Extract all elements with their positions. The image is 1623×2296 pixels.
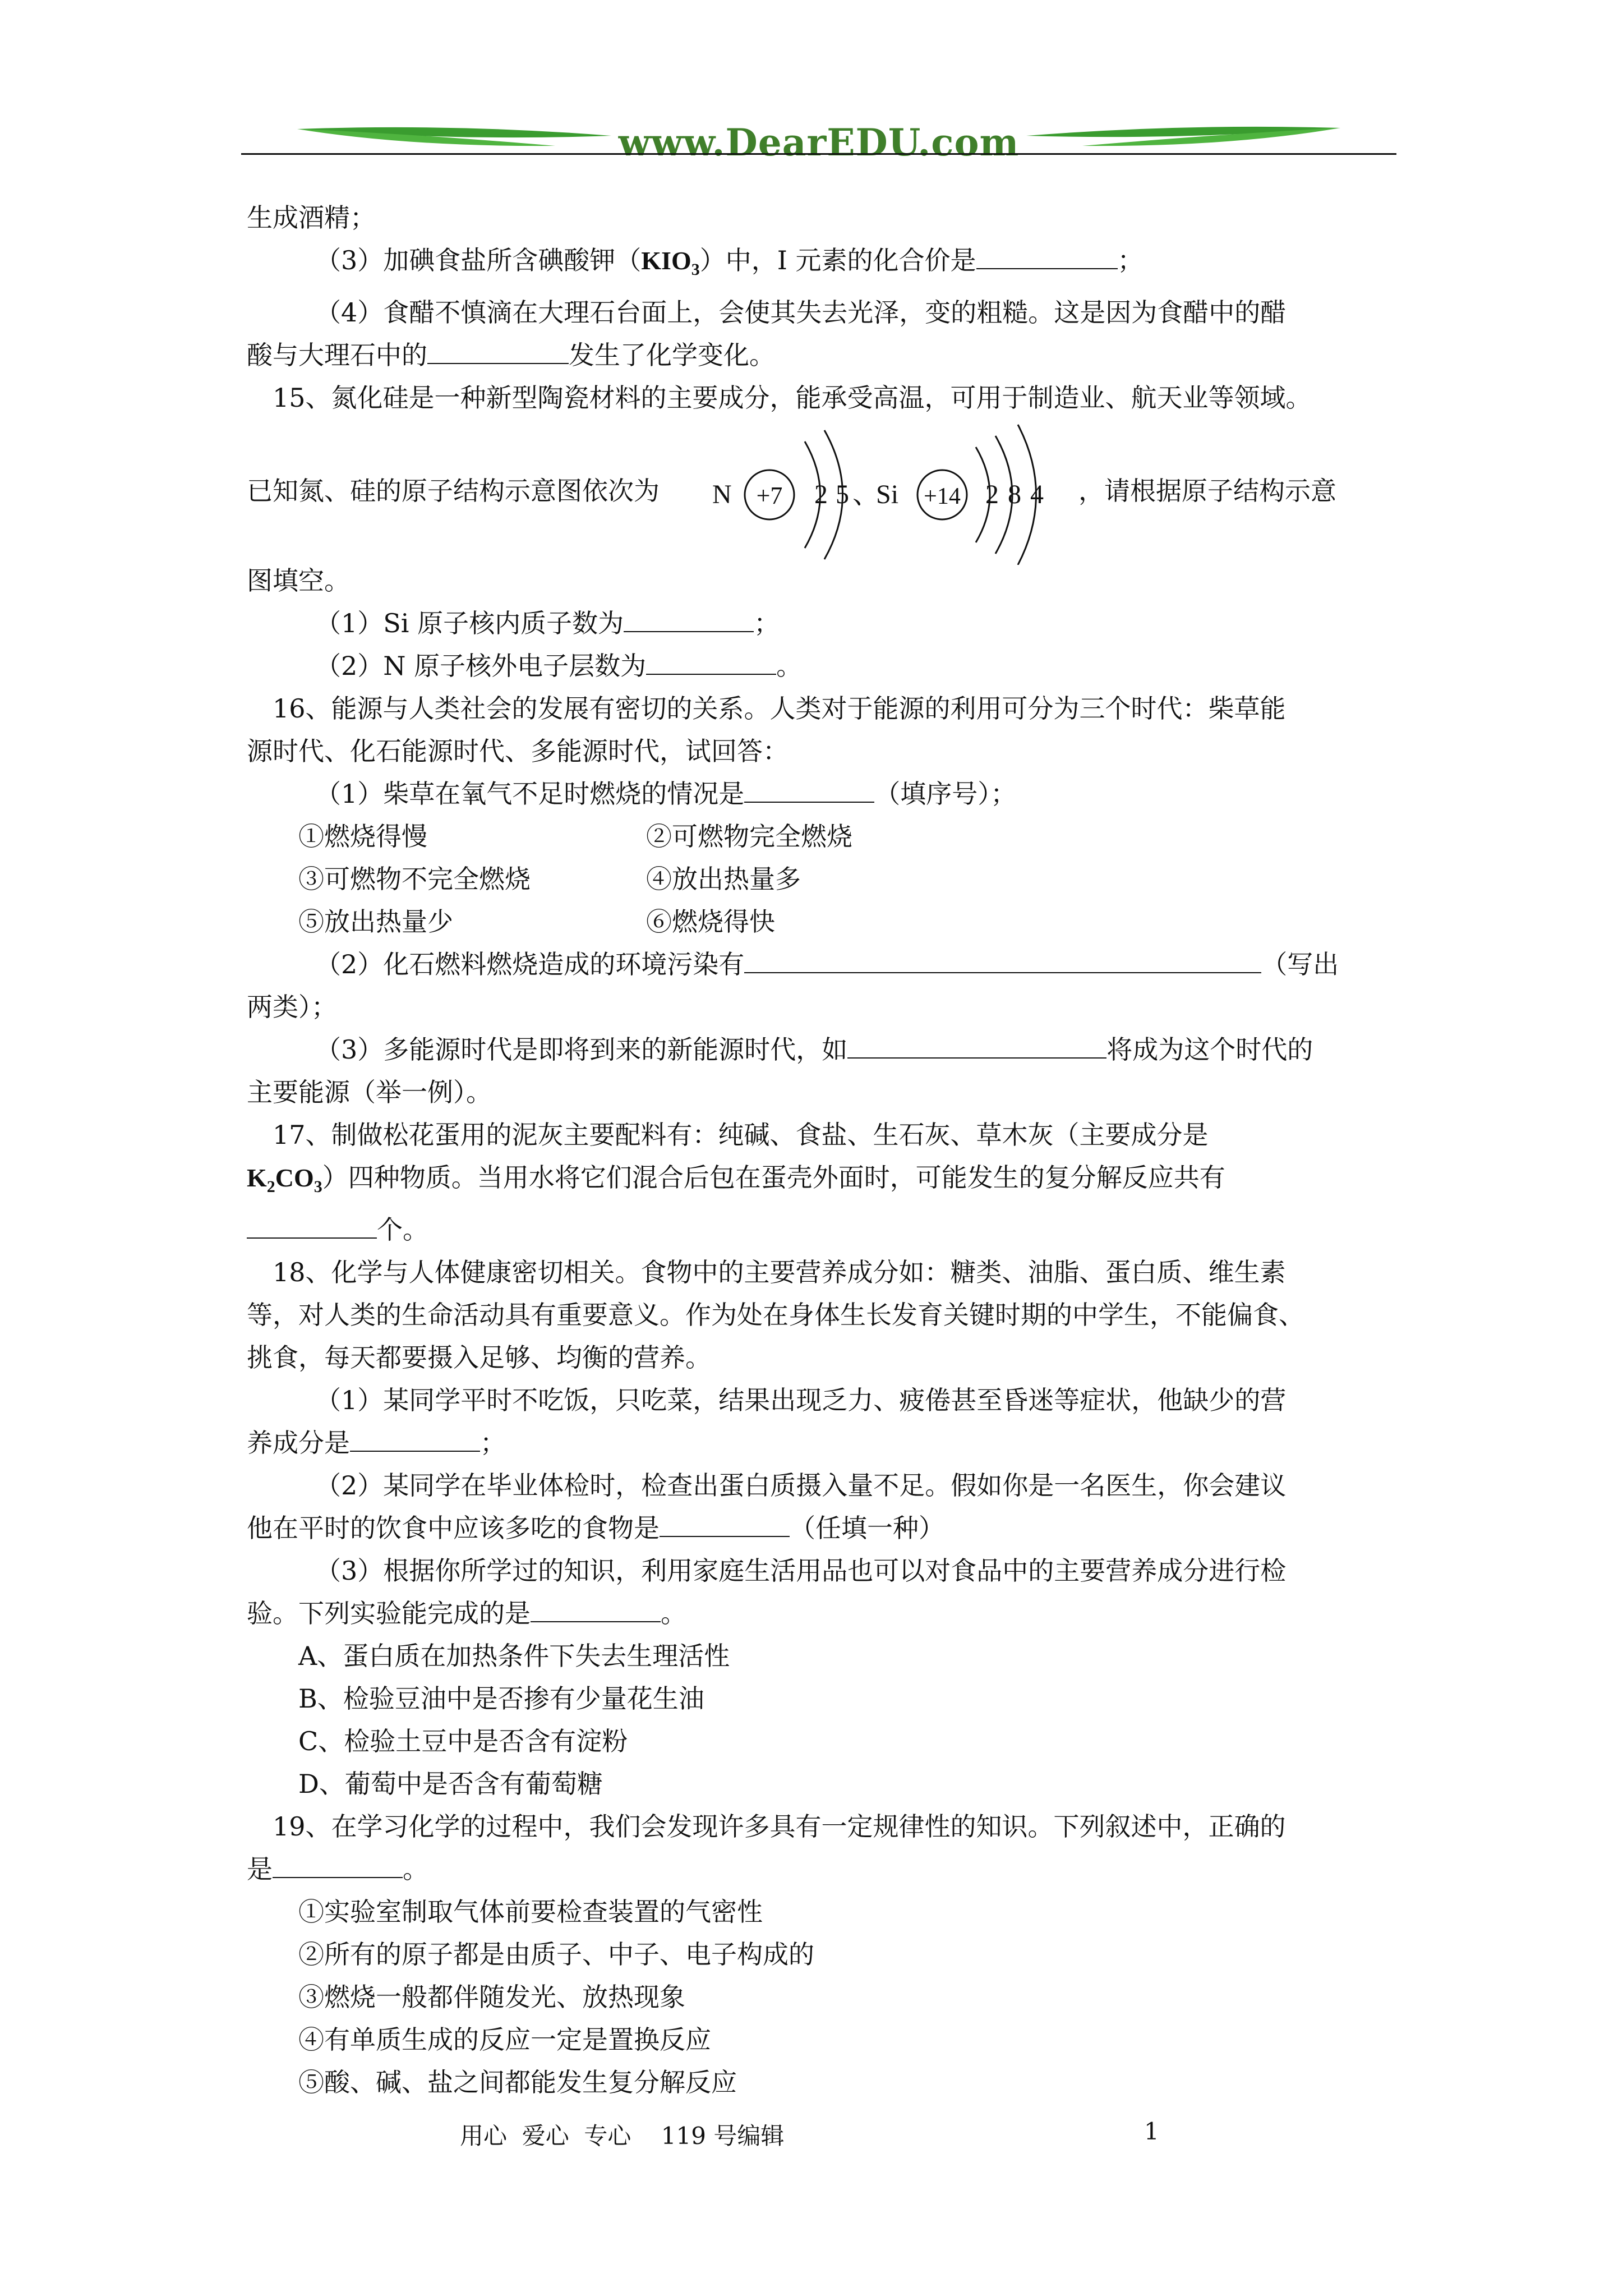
page-header [241,107,1396,174]
answer-blank[interactable] [660,1513,790,1537]
question-16: 16、能源与人类社会的发展有密切的关系。人类对于能源的利用可分为三个时代：柴草能 [273,693,1286,724]
text-line: 主要能源（举一例）。 [247,1077,492,1108]
answer-blank[interactable] [744,950,1261,973]
atom-n-nucleus-charge: +7 [756,482,783,510]
question-18: 18、化学与人体健康密切相关。食物中的主要营养成分如：糖类、油脂、蛋白质、维生素 [273,1257,1286,1288]
question-18-1: （1）某同学平时不吃饭，只吃菜，结果出现乏力、疲倦甚至昏迷等症状，他缺少的营 [315,1385,1287,1416]
option-row [247,900,1396,943]
atom-si-shell-3: 4 [1030,480,1044,510]
statement-5: ⑤酸、碱、盐之间都能发生复分解反应 [298,2067,737,2098]
question-16-2: （2）化石燃料燃烧造成的环境污染有 （写出 [315,949,1339,980]
option-d: D、葡萄中是否含有葡萄糖 [298,1769,603,1800]
answer-blank[interactable] [976,246,1118,269]
question-18-3: （3）根据你所学过的知识，利用家庭生活用品也可以对食品中的主要营养成分进行检 [315,1556,1287,1586]
statement-2: ②所有的原子都是由质子、中子、电子构成的 [298,1939,814,1970]
text-line: 酸与大理石中的 发生了化学变化。 [247,340,775,371]
question-15: 15、氮化硅是一种新型陶瓷材料的主要成分，能承受高温，可用于制造业、航天业等领域。 [273,383,1312,413]
question-17: 17、制做松花蛋用的泥灰主要配料有：纯碱、食盐、生石灰、草木灰（主要成分是 [273,1120,1209,1151]
atom-n-shell-2: 5 [836,480,849,510]
answer-blank[interactable] [847,1035,1106,1059]
text-line: $K_2CO_3$）四种物质。当用水将它们混合后包在蛋壳外面时，可能发生的复分解反应共有 [247,1162,1225,1197]
page-number: 1 [1144,2118,1159,2145]
atom-n-symbol: N [712,480,732,510]
answer-blank[interactable] [273,1855,403,1878]
page-footer [0,2118,1623,2151]
question-15-2: （2）N 原子核外电子层数为 。 [315,651,803,682]
formula-kio3: $KIO_3$ [641,246,700,279]
answer-blank[interactable] [744,779,874,803]
atom-separator: 、 [852,480,880,510]
atom-structure-line: 已知氮、硅的原子结构示意图依次为 N +7 2 5 、 Si +14 2 8 4 ，请根据原子结构示意 [247,419,1396,565]
site-logo[interactable]: www.DearEDU.com [618,121,1020,164]
text-line: 图填空。 [247,565,350,596]
answer-blank[interactable] [531,1599,661,1622]
text-line: 是 。 [247,1854,428,1885]
text-line: 源时代、化石能源时代、多能源时代，试回答： [247,736,789,767]
document-body [247,196,1396,2104]
statement-4: ④有单质生成的反应一定是置换反应 [298,2024,711,2055]
atom-structure-diagram [712,419,1082,565]
text-line: 等，对人类的生命活动具有重要意义。作为处在身体生长发育关键时期的中学生，不能偏食、 [247,1300,1304,1331]
question-19: 19、在学习化学的过程中，我们会发现许多具有一定规律性的知识。下列叙述中，正确的 [273,1811,1286,1842]
atom-si-nucleus-charge: +14 [924,484,961,510]
atom-si-shell-2: 8 [1008,480,1021,510]
answer-blank[interactable] [427,341,569,364]
question-14-4: （4）食醋不慎滴在大理石台面上，会使其失去光泽，变的粗糙。这是因为食醋中的醋 [315,297,1287,328]
text-line: 生成酒精； [247,203,376,233]
atom-si-shell-1: 2 [985,480,999,510]
option-row [247,815,1396,858]
statement-1: ①实验室制取气体前要检查装置的气密性 [298,1897,763,1927]
option-5: ⑤放出热量少 [298,907,453,937]
text-line: 个。 [247,1208,1396,1251]
atom-si-symbol: Si [876,480,899,510]
text-line: 验。下列实验能完成的是 。 [247,1598,686,1629]
text-line: 两类）； [247,992,337,1023]
footer-text: 用心 爱心 专心 119 号编辑 [460,2122,785,2150]
option-3: ③可燃物不完全燃烧 [298,864,531,895]
question-18-2: （2）某同学在毕业体检时，检查出蛋白质摄入量不足。假如你是一名医生，你会建议 [315,1470,1287,1501]
question-15-1: （1）Si 原子核内质子数为 ； [315,608,780,639]
option-2: ②可燃物完全燃烧 [646,821,852,852]
question-16-1: （1）柴草在氧气不足时燃烧的情况是 （填序号）； [315,779,1017,809]
header-divider [241,153,1396,155]
option-row [247,858,1396,900]
answer-blank[interactable] [247,1215,377,1239]
statement-3: ③燃烧一般都伴随发光、放热现象 [298,1982,685,2013]
option-c: C、检验土豆中是否含有淀粉 [298,1726,628,1757]
atom-n-shell-1: 2 [814,480,828,510]
option-6: ⑥燃烧得快 [646,907,775,937]
option-1: ①燃烧得慢 [298,821,427,852]
question-14-3: （3）加碘食盐所含碘酸钾$(KIO_3)$中，I 元素的化合价是 ； [315,245,1144,279]
option-b: B、检验豆油中是否掺有少量花生油 [298,1683,704,1714]
answer-blank[interactable] [646,651,776,675]
text-line: 挑食，每天都要摄入足够、均衡的营养。 [247,1342,711,1373]
formula-k2co3: $K_2CO_3$ [247,1163,322,1197]
option-4: ④放出热量多 [646,864,801,895]
answer-blank[interactable] [624,609,754,632]
text-line: 养成分是 ； [247,1428,506,1458]
answer-blank[interactable] [350,1428,480,1452]
text-line: 他在平时的饮食中应该多吃的食物是 （任填一种） [247,1513,944,1544]
question-16-3: （3）多能源时代是即将到来的新能源时代，如 将成为这个时代的 [315,1034,1313,1065]
option-a: A、蛋白质在加热条件下失去生理活性 [298,1641,730,1672]
